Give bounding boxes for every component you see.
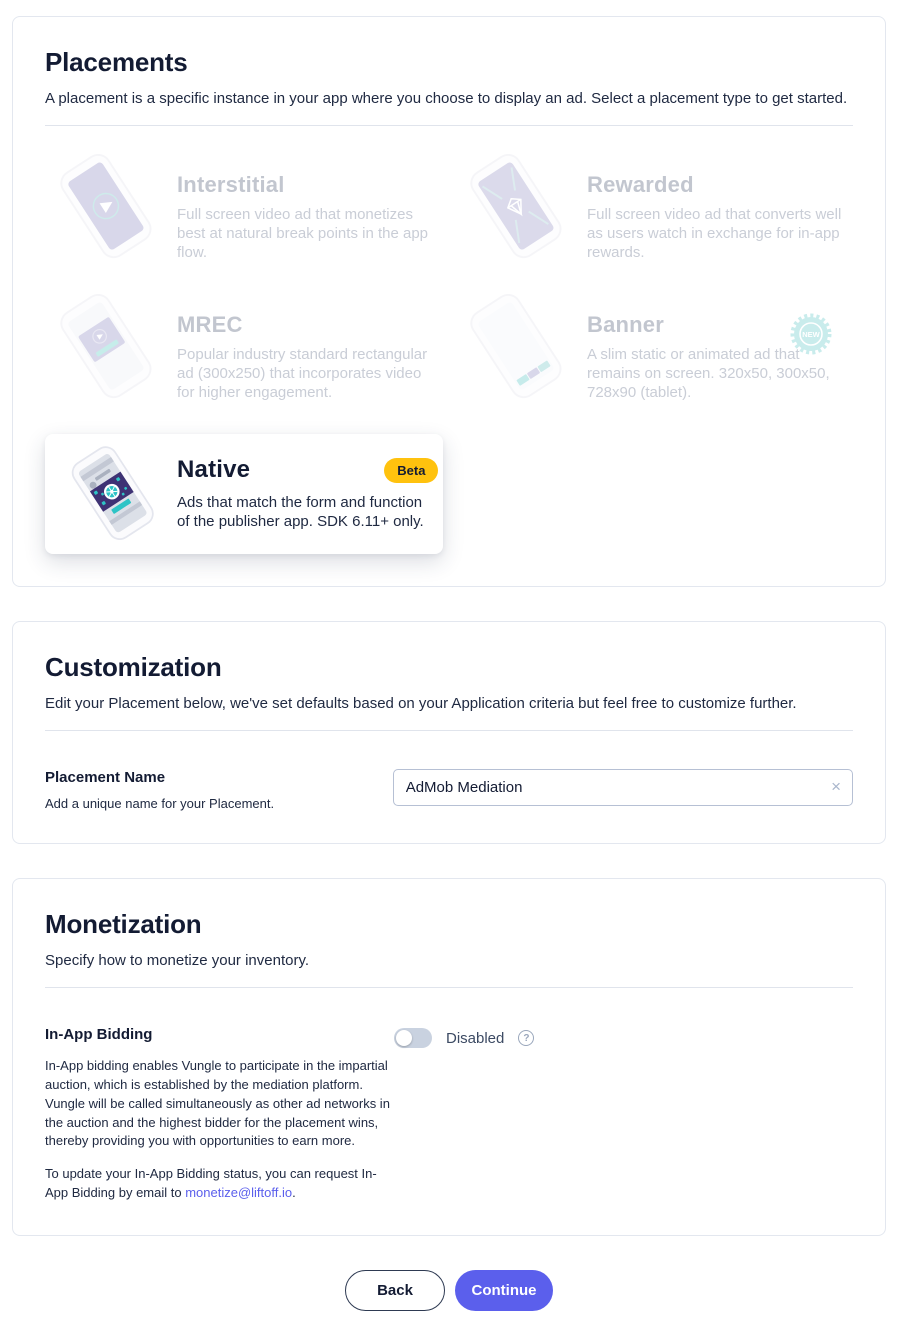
placement-option-rewarded[interactable] bbox=[455, 154, 853, 272]
placement-option-title: Banner bbox=[587, 312, 664, 337]
customization-title: Customization bbox=[45, 652, 222, 682]
back-button[interactable]: Back bbox=[345, 1270, 445, 1311]
native-phone-icon bbox=[59, 446, 163, 542]
svg-text:NEW: NEW bbox=[802, 330, 820, 339]
monetization-title: Monetization bbox=[45, 909, 202, 939]
placement-option-description: Full screen video ad that converts well as users watch in exchange for in-app rewards. bbox=[587, 206, 842, 261]
in-app-bidding-label: In-App Bidding bbox=[45, 1026, 153, 1043]
placement-name-row bbox=[45, 731, 853, 811]
placement-option-description: Popular industry standard rectangular ad (300x250) that incorporates video for higher engagement. bbox=[177, 346, 428, 401]
placement-option-description: A slim static or animated ad that remains on screen. 320x50, 300x50, 728x90 (tablet). bbox=[587, 346, 830, 401]
placements-title: Placements bbox=[45, 47, 188, 77]
monetize-email-link[interactable]: monetize@liftoff.io bbox=[185, 1185, 293, 1201]
placement-option-mrec[interactable] bbox=[45, 294, 443, 412]
placements-card bbox=[12, 16, 886, 587]
in-app-bidding-row bbox=[45, 988, 853, 1203]
placement-type-grid bbox=[45, 126, 853, 554]
placement-option-title: Native bbox=[177, 456, 251, 483]
placement-name-input[interactable] bbox=[393, 769, 853, 806]
monetization-subtitle: Specify how to monetize your inventory. bbox=[45, 952, 310, 969]
in-app-bidding-note: To update your In-App Bidding status, you can request In-App Bidding by email to monetize@liftoff.io. bbox=[45, 1166, 377, 1201]
toggle-state-label: Disabled bbox=[446, 1029, 505, 1047]
placement-option-description: Full screen video ad that monetizes best at natural break points in the app flow. bbox=[177, 206, 429, 261]
placement-option-description: Ads that match the form and function of the publisher app. SDK 6.11+ only. bbox=[177, 494, 424, 530]
placement-option-banner[interactable] bbox=[455, 294, 853, 412]
customization-card bbox=[12, 621, 886, 844]
placement-option-interstitial[interactable] bbox=[45, 154, 443, 272]
placement-option-title: Interstitial bbox=[177, 172, 285, 197]
placements-subtitle: A placement is a specific instance in your app where you choose to display an ad. Select a placement type to get started. bbox=[45, 90, 848, 107]
new-badge-icon bbox=[789, 312, 833, 356]
placement-option-title: Rewarded bbox=[587, 172, 694, 197]
footer-actions bbox=[0, 1270, 898, 1311]
clear-input-icon[interactable]: × bbox=[831, 777, 841, 796]
placement-option-title: MREC bbox=[177, 312, 243, 337]
placement-name-help: Add a unique name for your Placement. bbox=[45, 796, 275, 811]
rewarded-phone-icon bbox=[455, 154, 573, 260]
toggle-knob bbox=[396, 1030, 412, 1046]
placement-option-native[interactable] bbox=[45, 434, 443, 554]
customization-subtitle: Edit your Placement below, we've set defaults based on your Application criteria but feel free to customize further. bbox=[45, 695, 797, 712]
placement-name-label: Placement Name bbox=[45, 769, 166, 786]
in-app-bidding-description: In-App bidding enables Vungle to participate in the impartial auction, which is established by the mediation platform. Vungle will be called simultaneously as other ad networks in the auction and the highest bidder for the placement wins, thereby providing you with opportunities to earn more. bbox=[45, 1058, 390, 1149]
help-icon[interactable]: ? bbox=[518, 1030, 534, 1046]
in-app-bidding-toggle[interactable] bbox=[394, 1028, 432, 1048]
continue-button[interactable]: Continue bbox=[455, 1270, 553, 1311]
placement-name-input-wrap bbox=[393, 769, 853, 806]
beta-badge: Beta bbox=[384, 458, 438, 483]
monetization-card bbox=[12, 878, 886, 1236]
banner-phone-icon bbox=[455, 294, 573, 400]
interstitial-phone-icon bbox=[45, 154, 163, 260]
mrec-phone-icon bbox=[45, 294, 163, 400]
